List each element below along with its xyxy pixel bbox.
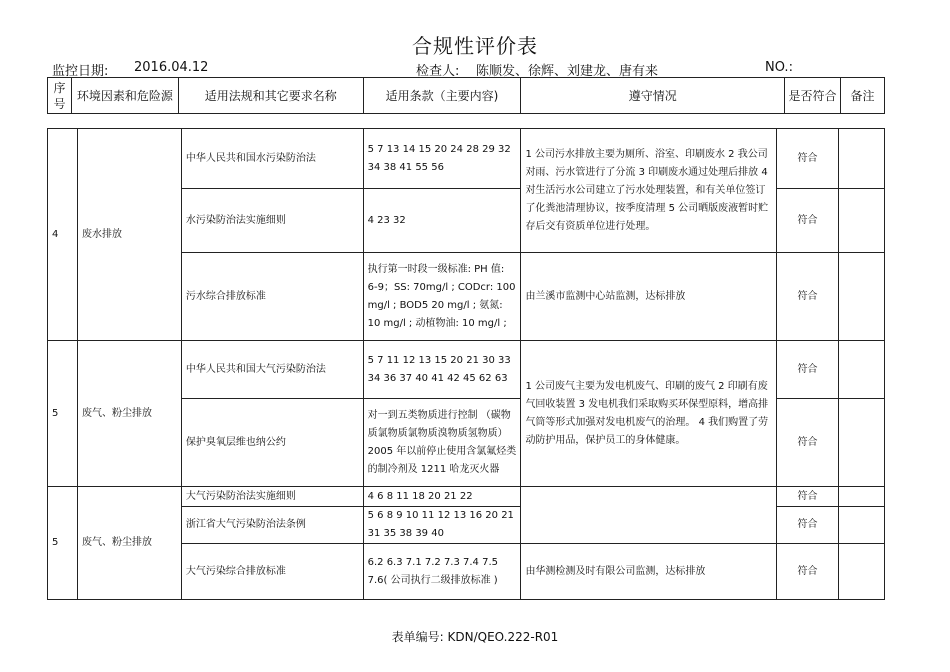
remark-cell xyxy=(839,189,885,253)
law-cell: 大气污染防治法实施细则 xyxy=(181,487,363,507)
law-cell: 水污染防治法实施细则 xyxy=(181,189,363,253)
status-cell: 由华测检测及时有限公司监测，达标排放 xyxy=(521,544,777,600)
form-number: 表单编号: KDN/QEO.222-R01 xyxy=(391,630,559,644)
seq-cell: 4 xyxy=(48,129,78,341)
remark-cell xyxy=(839,129,885,189)
status-cell-empty xyxy=(521,487,777,544)
remark-cell xyxy=(839,544,885,600)
compliant-cell: 符合 xyxy=(777,341,839,399)
compliant-cell: 符合 xyxy=(777,487,839,507)
compliant-cell: 符合 xyxy=(777,507,839,544)
clause-cell: 5 6 8 9 10 11 12 13 16 20 21 31 35 38 39 40 xyxy=(363,507,521,544)
inspector-value: 陈顺发、徐辉、刘建龙、唐有来 xyxy=(476,64,659,79)
remark-cell xyxy=(839,507,885,544)
header-table xyxy=(47,77,885,114)
page-title: 合规性评价表 xyxy=(412,34,538,58)
header-clause: 适用条款（主要内容) xyxy=(363,78,521,114)
compliant-cell: 符合 xyxy=(777,544,839,600)
seq-cell: 5 xyxy=(48,341,78,487)
header-factor: 环境因素和危险源 xyxy=(71,78,178,114)
law-cell: 中华人民共和国水污染防治法 xyxy=(181,129,363,189)
compliant-cell: 符合 xyxy=(777,189,839,253)
compliant-cell: 符合 xyxy=(777,399,839,487)
clause-cell: 5 7 13 14 15 20 24 28 29 32 34 38 41 55 56 xyxy=(363,129,521,189)
remark-cell xyxy=(839,341,885,399)
law-cell: 保护臭氧层维也纳公约 xyxy=(181,399,363,487)
clause-cell: 4 23 32 xyxy=(363,189,521,253)
header-status: 遵守情况 xyxy=(521,78,785,114)
remark-cell xyxy=(839,487,885,507)
status-cell: 1 公司污水排放主要为厕所、浴室、印刷废水 2 我公司对雨、污水管进行了分流 3 印刷废水通过处理后排放 4 对生活污水公司建立了污水处理装置，和有关单位签订了化粪池清理协议，按季度清理 5 公司晒版废液暂时贮存后交有资质单位进行处理。 xyxy=(521,129,777,253)
clause-cell: 4 6 8 11 18 20 21 22 xyxy=(363,487,521,507)
factor-cell: 废气、粉尘排放 xyxy=(77,487,181,600)
date-label: 监控日期: xyxy=(52,64,109,79)
header-seq: 序号 xyxy=(48,78,72,114)
status-cell: 1 公司废气主要为发电机废气、印刷的废气 2 印刷有废气回收装置 3 发电机我们采取购买环保型原料，增高排气筒等形式加强对发电机废气的治理。 4 我们购置了劳动防护用品，保护员工的身体健康。 xyxy=(521,341,777,487)
date-value: 2016.04.12 xyxy=(134,60,209,75)
compliant-cell: 符合 xyxy=(777,253,839,341)
clause-cell: 执行第一时段一级标准: PH 值: 6-9；SS: 70mg/l ; CODcr: 100 mg/l ; BOD5 20 mg/l ; 氨氮: 10 mg/l ; 动植物油: 10 mg/l ; xyxy=(363,253,521,341)
body-table xyxy=(47,128,885,600)
law-cell: 大气污染综合排放标准 xyxy=(181,544,363,600)
inspector-label: 检查人: xyxy=(416,64,460,79)
remark-cell xyxy=(839,253,885,341)
no-label: NO.: xyxy=(765,60,793,75)
factor-cell: 废气、粉尘排放 xyxy=(77,341,181,487)
clause-cell: 对一到五类物质进行控制 （碳物质氯物质氯物质溴物质氢物质） 2005 年以前停止使用含氯氟烃类的制冷剂及 1211 哈龙灭火器 xyxy=(363,399,521,487)
clause-cell: 5 7 11 12 13 15 20 21 30 33 34 36 37 40 41 42 45 62 63 xyxy=(363,341,521,399)
factor-cell: 废水排放 xyxy=(77,129,181,341)
header-compliant: 是否符合 xyxy=(785,78,841,114)
law-cell: 污水综合排放标准 xyxy=(181,253,363,341)
header-remark: 备注 xyxy=(841,78,885,114)
remark-cell xyxy=(839,399,885,487)
law-cell: 浙江省大气污染防治法条例 xyxy=(181,507,363,544)
status-cell: 由兰溪市监测中心站监测，达标排放 xyxy=(521,253,777,341)
seq-cell: 5 xyxy=(48,487,78,600)
clause-cell: 6.2 6.3 7.1 7.2 7.3 7.4 7.5 7.6( 公司执行二级排放标准 ) xyxy=(363,544,521,600)
compliant-cell: 符合 xyxy=(777,129,839,189)
header-law: 适用法规和其它要求名称 xyxy=(178,78,363,114)
law-cell: 中华人民共和国大气污染防治法 xyxy=(181,341,363,399)
